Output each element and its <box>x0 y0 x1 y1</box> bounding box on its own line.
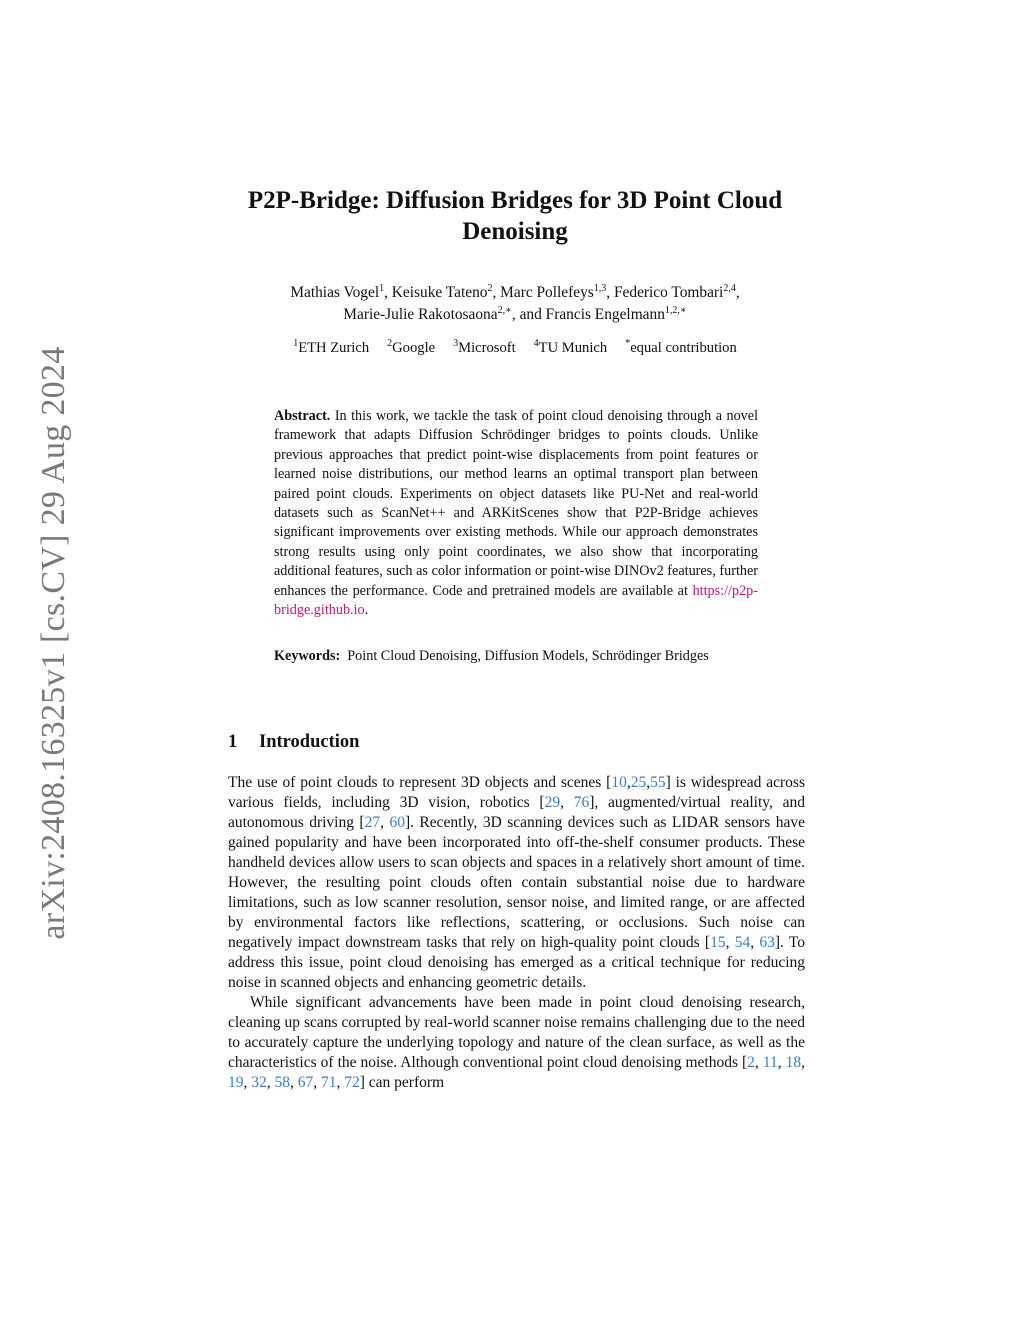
author-list: Mathias Vogel$^1$, Keisuke Tateno$^2$, Marc Pollefeys$^{1,3}$, Federico Tombari$^{2,4}$, Marie-Julie Rakotosaona$^{2,∗}$, and Francis Engelmann$^{1,2,∗}$ <box>290 282 740 323</box>
author-name: Keisuke Tateno <box>391 284 488 301</box>
citation-link[interactable]: 25 <box>630 774 647 791</box>
section-title: Introduction <box>259 732 360 752</box>
project-link[interactable]: https://p2p-bridge.github.io <box>274 582 759 619</box>
citation-link[interactable]: 27 <box>364 814 381 831</box>
author-affiliation-marker: 1 <box>379 282 385 294</box>
introduction-body <box>228 773 805 1093</box>
author-affiliation-marker: 2 <box>487 282 493 294</box>
citation-link[interactable]: 32 <box>251 1074 267 1091</box>
author-name: Federico Tombari <box>613 284 724 301</box>
citation-link[interactable]: 54 <box>734 934 751 951</box>
abstract-end: . <box>364 602 369 619</box>
affiliation-item: *equal contribution <box>625 338 737 356</box>
affiliation-item: $^1$ETH Zurich <box>293 338 370 356</box>
citation-link[interactable]: 10 <box>611 774 627 791</box>
author-name: Marc Pollefeys <box>500 284 594 301</box>
author-affiliation-marker: 2,∗ <box>497 304 512 316</box>
affiliation-item: $^3$Microsoft <box>453 338 516 356</box>
affiliation-item: $^4$TU Munich <box>533 338 608 356</box>
author-affiliation-marker: 1,3 <box>593 282 607 294</box>
citation-link[interactable]: 67 <box>297 1074 314 1091</box>
arxiv-stamp-text: arXiv:2408.16325v1 [cs.CV] 29 Aug 2024 <box>35 346 72 940</box>
citation-link[interactable]: 29 <box>544 794 561 811</box>
keywords-label: Keywords: <box>274 648 341 664</box>
citation-link[interactable]: 60 <box>389 814 405 831</box>
section-number: 1 <box>228 732 238 752</box>
affiliations <box>200 338 830 358</box>
keywords-text: Point Cloud Denoising, Diffusion Models, Schrödinger Bridges <box>347 648 709 664</box>
abstract-text: In this work, we tackle the task of point cloud denoising through a novel framework that adapts Diffusion Schrödinger bridges to points clouds. Unlike previous approaches that predict point-wise displacements from point features or learned noise distributions, our method learns an optimal transport plan between paired point clouds. Experiments on object datasets like PU-Net and real-world datasets such as ScanNet++ and ARKitScenes show that P2P-Bridge achieves significant improvements over existing methods. While our approach demonstrates strong results using only point coordinates, we also show that incorporating additional features, such as color information or point-wise DINOv2 features, further enhances the performance. Code and pretrained models are available at <box>274 408 759 599</box>
author-name: Mathias Vogel <box>290 284 380 301</box>
citation-link[interactable]: 11 <box>762 1054 778 1071</box>
author-name: Francis Engelmann <box>545 306 665 323</box>
body-paragraph: While significant advancements have been made in point cloud denoising research, cleaning up scans corrupted by real-world scanner noise remains challenging due to the need to accurately capture the underlying topology and nature of the clean surface, as well as the characteristics of the noise. Although conventional point cloud denoising methods [2, 11, 18, 19, 32, 58, 67, 71, 72] can perform <box>228 994 806 1091</box>
citation-link[interactable]: 72 <box>344 1074 360 1091</box>
citation-link[interactable]: 18 <box>785 1054 802 1071</box>
section-heading-introduction <box>228 729 359 755</box>
citation-link[interactable]: 2 <box>747 1054 755 1071</box>
body-paragraph: The use of point clouds to represent 3D objects and scenes [10,25,55] is widespread across various fields, including 3D vision, robotics [29, 76], augmented/virtual reality, and autonomous driving [27, 60]. Recently, 3D scanning devices such as LIDAR sensors have gained popularity and have been incorporated into off-the-shelf consumer products. These handheld devices allow users to scan objects and spaces in a relatively short amount of time. However, the resulting point clouds often contain substantial noise due to hardware limitations, such as low scanner resolution, sensor noise, and limited range, or are affected by environmental factors like reflections, scattering, or occlusions. Such noise can negatively impact downstream tasks that rely on high-quality point clouds [15, 54, 63]. To address this issue, point cloud denoising has emerged as a critical technique for reducing noise in scanned objects and enhancing geometric details. <box>228 774 806 991</box>
author-affiliation-marker: 1,2,∗ <box>664 304 687 316</box>
citation-link[interactable]: 71 <box>321 1074 337 1091</box>
paper-title: P2P-Bridge: Diffusion Bridges for 3D Point Cloud Denoising <box>247 187 783 245</box>
author-name: Marie-Julie Rakotosaona <box>343 306 498 323</box>
abstract-block <box>274 407 758 620</box>
citation-link[interactable]: 19 <box>228 1074 244 1091</box>
affiliation-item: $^2$Google <box>387 338 436 356</box>
abstract-label: Abstract. <box>274 408 331 424</box>
citation-link[interactable]: 76 <box>573 794 590 811</box>
author-affiliation-marker: 2,4 <box>723 282 736 294</box>
citation-link[interactable]: 63 <box>759 934 775 951</box>
citation-link[interactable]: 55 <box>650 774 666 791</box>
keywords-block <box>274 647 794 666</box>
citation-link[interactable]: 58 <box>274 1074 290 1091</box>
citation-link[interactable]: 15 <box>710 934 726 951</box>
